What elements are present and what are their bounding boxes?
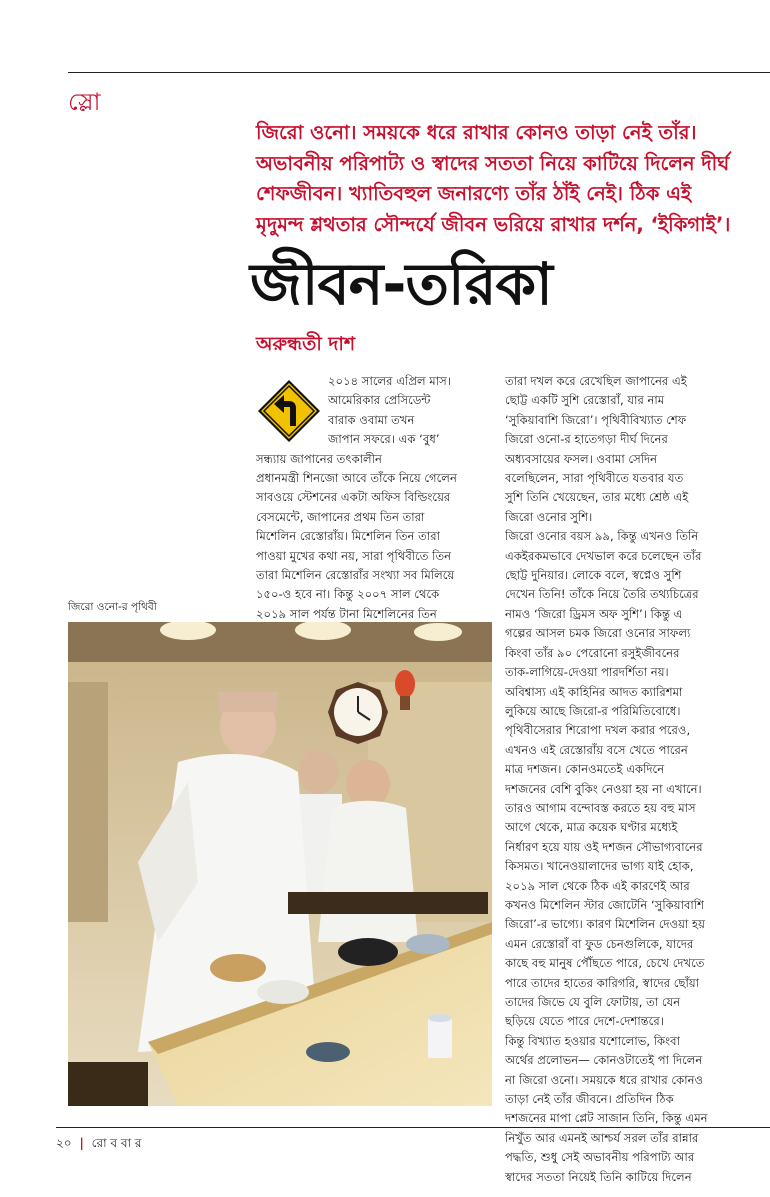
article-line: ২০১৪ সালের এপ্রিল মাস। <box>328 374 451 388</box>
article-line: ১৫০-ও হবে না। কিন্তু ২০০৭ সাল থেকে <box>256 587 440 602</box>
article-line: তাক-লাগিয়ে-দেওয়া পারদর্শিতা নয়। <box>505 665 669 680</box>
article-line: ছোট্ট দুনিয়ার। লোকে বলে, স্বপ্নেও সুশি <box>505 568 682 583</box>
headline: জীবন-তরিকা <box>250 250 552 318</box>
article-line: ছোট্ট একটি সুশি রেস্তোরাঁ, যার নাম <box>505 393 665 408</box>
section-label: স্লো <box>68 88 101 116</box>
article-line: তাদের জিভে যে বুলি ফোটায়, তা যেন <box>505 995 681 1009</box>
article-line: না জিরো ওনো। সময়কে ধরে রাখার কোনও <box>505 1072 704 1087</box>
article-line: তারা মিশেলিন রেস্তোরাঁর সংখ্যা সব মিলিয়ে <box>256 568 455 583</box>
article-line: কিন্তু বিখ্যাত হওয়ার যশোলোভ, কিংবা <box>505 1033 680 1048</box>
article-line: আগে থেকে, মাত্র কয়েক ঘণ্টার মধ্যেই <box>505 820 678 835</box>
top-rule <box>68 72 770 73</box>
article-line: অধ্যবসায়ের ফসল। ওবামা সেদিন <box>505 451 658 466</box>
article-line: তাড়া নেই তাঁর জীবনে। প্রতিদিন ঠিক <box>505 1092 674 1107</box>
article-line: এমন রেস্তোরাঁ বা ফুড চেনগুলিকে, যাদের <box>505 936 694 951</box>
page-number: ২০ <box>56 1136 72 1150</box>
article-line: লুকিয়ে আছে জিরো-র পরিমিতিবোধে। <box>505 703 681 718</box>
sushi-counter-photo <box>68 622 492 1106</box>
article-line: বলেছিলেন, সারা পৃথিবীতে যতবার যত <box>505 471 684 486</box>
article-line: জিরো’-র ভাগ্যে। কারণ মিশেলিন দেওয়া হয় <box>505 917 705 932</box>
article-line: বারাক ওবামা তখন <box>328 412 415 427</box>
article-line: পদ্ধতি, শুধু সেই অভাবনীয় পরিপাট্য আর <box>505 1150 695 1165</box>
article-line: দেখেন তিনি! তাঁকে নিয়ে তৈরি তথ্যচিত্রের <box>505 587 699 602</box>
folio-separator: | <box>79 1136 84 1150</box>
article-line: তারও আগাম বন্দোবস্ত করতে হয় বহু মাস <box>505 800 696 815</box>
photo-caption: জিরো ওনো-র পৃথিবী <box>68 601 157 613</box>
article-line: তারা দখল করে রেখেছিল জাপানের এই <box>505 374 687 388</box>
article-line: দশজনের বেশি বুকিং নেওয়া হয় না এখানে। <box>505 781 702 796</box>
article-line: পারে তাদের হাতের কারিগরি, স্বাদের ছোঁয়া <box>505 975 700 990</box>
article-line: সন্ধ্যায় জাপানের তৎকালীন <box>256 451 382 466</box>
standfirst-line: জিরো ওনো। সময়কে ধরে রাখার কোনও তাড়া নেই তাঁর। <box>256 121 697 144</box>
article-line: কিংবা তাঁর ৯০ পেরোনো রসুইজীবনের <box>505 645 680 660</box>
article-line: নিখুঁত আর এমনই আশ্চর্য সরল তাঁর রান্নার <box>505 1130 699 1145</box>
article-line: নির্ধারণ হয়ে যায় ওই দশজন সৌভাগ্যবানের <box>505 839 703 854</box>
article-line: জিরো ওনোর বয়স ৯৯, কিন্তু এখনও তিনি <box>505 529 699 544</box>
article-line: স্বাদের সততা নিয়েই তিনি কাটিয়ে দিলেন <box>505 1169 692 1184</box>
article-line: অর্থের প্রলোভন— কোনওটাতেই পা দিলেন <box>505 1053 703 1068</box>
article-line: পৃথিবীসেরার শিরোপা দখল করার পরেও, <box>505 723 691 738</box>
standfirst <box>256 118 768 240</box>
article-line: ২০১৯ সাল পর্যন্ত টানা মিশেলিনের তিন <box>256 606 437 621</box>
byline: অরুন্ধতী দাশ <box>256 333 356 355</box>
page-folio <box>56 1135 142 1155</box>
article-line: সাবওয়ে স্টেশনের একটা অফিস বিল্ডিংয়ের <box>256 490 451 505</box>
article-line: জাপান সফরে। এক ‘বুধ’ <box>328 432 440 447</box>
article-line: নামও ‘জিরো ড্রিমস অফ সুশি’। কিন্তু এ <box>505 606 683 621</box>
article-line: কিসমত। খানেওয়ালাদের ভাগ্য যাই হোক, <box>505 859 694 874</box>
article-line: ছড়িয়ে যেতে পারে দেশে-দেশান্তরে। <box>505 1014 664 1029</box>
article-line: আমেরিকার প্রেসিডেন্ট <box>328 393 431 408</box>
article-column-left <box>256 372 492 624</box>
magazine-name: রো ব বা র <box>91 1136 142 1150</box>
article-line: মিশেলিন রেস্তোরাঁয়। মিশেলিন তিন তারা <box>256 529 440 544</box>
article-line: কখনও মিশেলিন স্টার জোটেনি ‘সুকিয়াবাশি <box>505 897 704 912</box>
standfirst-line: মৃদুমন্দ শ্লথতার সৌন্দর্যে জীবন ভরিয়ে রাখার দর্শন, ‘ইকিগাই’। <box>256 212 731 236</box>
article-line: সুশি তিনি খেয়েছেন, তার মধ্যে শ্রেষ্ঠ এই <box>505 490 689 505</box>
article-line: এখনও এই রেস্তোরাঁয় বসে খেতে পারেন <box>505 742 688 757</box>
article-line: ‘সুকিয়াবাশি জিরো’। পৃথিবীবিখ্যাত শেফ <box>505 412 687 427</box>
article-line: জিরো ওনো-র হাতেগড়া দীর্ঘ দিনের <box>505 432 668 447</box>
article-line: দশজনের মাপা প্লেট সাজান তিনি, কিন্তু এমন <box>505 1111 708 1126</box>
article-column-right <box>505 372 767 1187</box>
article-line: অবিশ্বাস্য এই কাহিনির আদত ক্যারিশমা <box>505 684 683 699</box>
article-line: জিরো ওনোর সুশি। <box>505 509 593 524</box>
standfirst-line: অভাবনীয় পরিপাট্য ও স্বাদের সততা নিয়ে কাটিয়ে দিলেন দীর্ঘ <box>256 151 730 175</box>
article-line: পাওয়া মুখের কথা নয়, সারা পৃথিবীতে তিন <box>256 548 452 563</box>
article-line: কাছে বহু মানুষ পৌঁছতে পারে, চেখে দেখতে <box>505 956 705 971</box>
article-line: প্রধানমন্ত্রী শিনজো আবে তাঁকে নিয়ে গেলেন <box>256 471 457 486</box>
standfirst-line: শেফজীবন। খ্যাতিবহুল জনারণ্যে তাঁর ঠাঁই নেই। ঠিক এই <box>256 182 692 205</box>
article-line: একইরকমভাবে দেখভাল করে চলেছেন তাঁর <box>505 548 702 563</box>
article-line: ২০১৯ সাল থেকে ঠিক এই কারণেই আর <box>505 878 690 893</box>
article-line: গল্পের আসল চমক জিরো ওনোর সাফল্য <box>505 626 691 641</box>
article-line: মাত্র দশজন। কোনওমতেই একদিনে <box>505 762 665 777</box>
article-line: বেসমেন্টে, জাপানের প্রথম তিন তারা <box>256 509 425 524</box>
bottom-rule <box>56 1127 770 1128</box>
